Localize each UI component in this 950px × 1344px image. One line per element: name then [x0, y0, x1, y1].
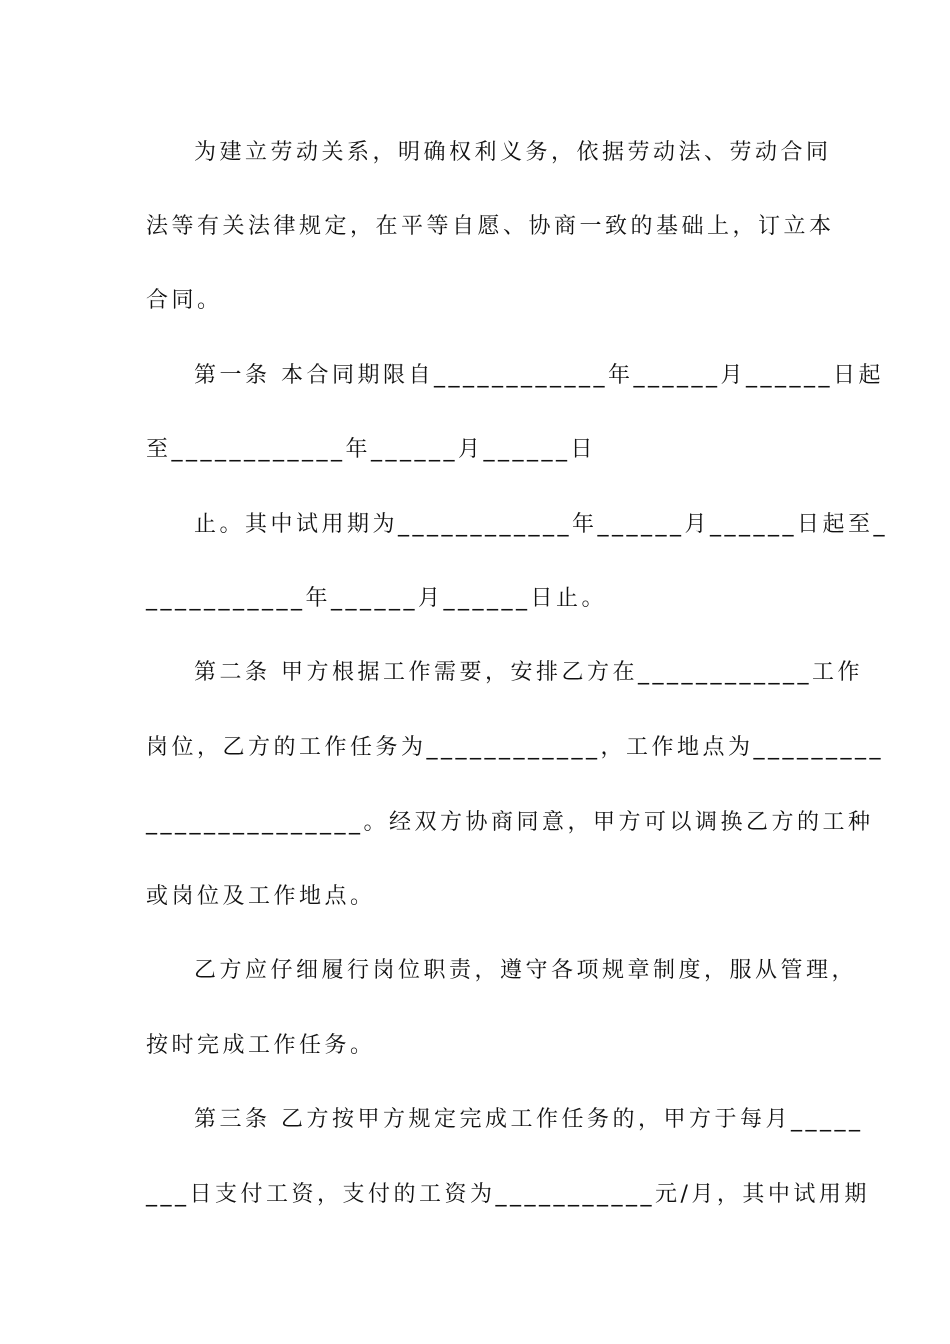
- article-2-line-4: 或岗位及工作地点。: [146, 884, 376, 909]
- article-1-line-3: 止。其中试用期为____________年______月______日起至_: [194, 512, 889, 537]
- article-1-line-1: 第一条 本合同期限自____________年______月______日起: [194, 363, 884, 388]
- duties-line-2: 按时完成工作任务。: [146, 1033, 376, 1058]
- paragraph-preamble-line-2: 法等有关法律规定，在平等自愿、协商一致的基础上，订立本: [146, 214, 835, 239]
- article-3-line-2: ___日支付工资，支付的工资为___________元/月，其中试用期: [146, 1182, 870, 1207]
- paragraph-preamble-line-3: 合同。: [146, 288, 223, 313]
- paragraph-preamble-line-1: 为建立劳动关系，明确权利义务，依据劳动法、劳动合同: [194, 140, 832, 165]
- article-2-line-2: 岗位，乙方的工作任务为____________，工作地点为_________: [146, 735, 885, 760]
- duties-line-1: 乙方应仔细履行岗位职责，遵守各项规章制度，服从管理，: [194, 958, 858, 983]
- article-3-line-1: 第三条 乙方按甲方规定完成工作任务的，甲方于每月_____: [194, 1107, 864, 1132]
- article-1-line-4: ___________年______月______日止。: [146, 586, 608, 611]
- article-1-line-2: 至____________年______月______日: [146, 437, 597, 462]
- article-2-line-1: 第二条 甲方根据工作需要，安排乙方在____________工作: [194, 660, 863, 685]
- article-2-line-3: _______________。经双方协商同意，甲方可以调换乙方的工种: [146, 810, 874, 835]
